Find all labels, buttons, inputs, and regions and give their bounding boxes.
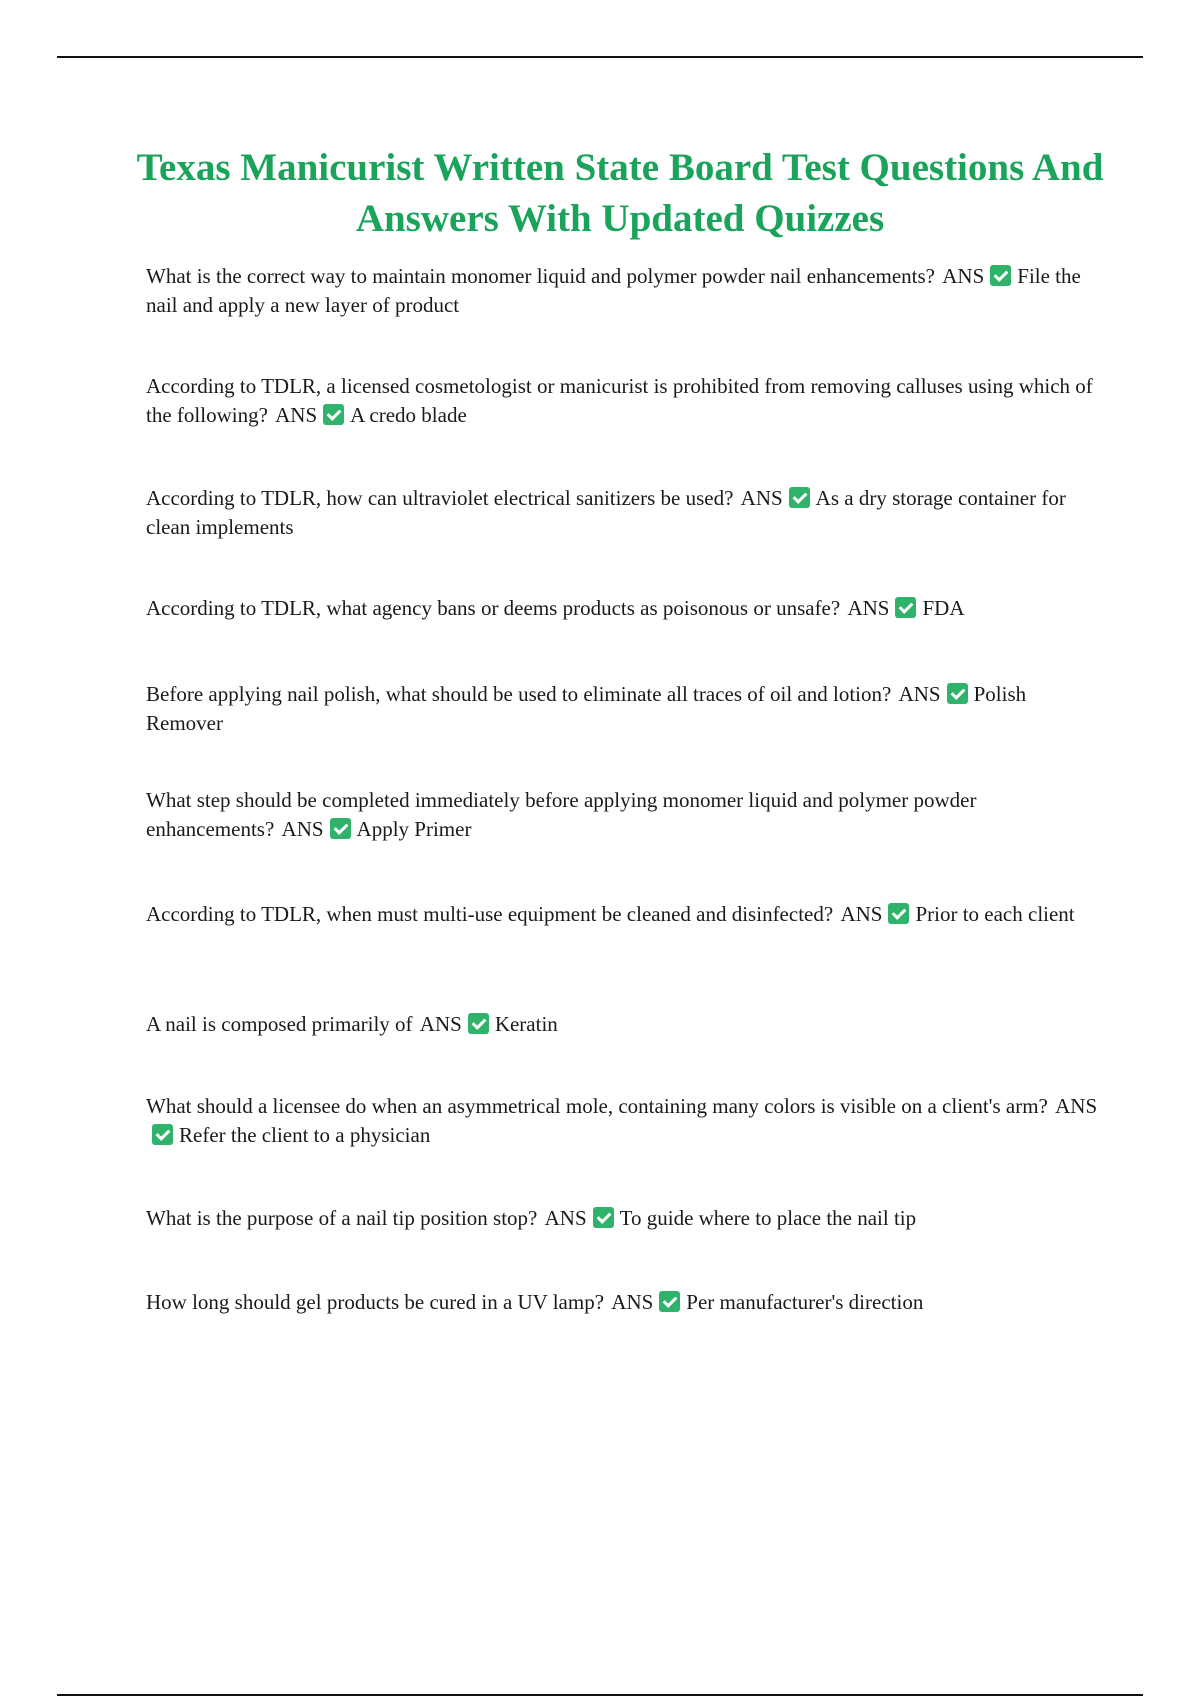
check-mark-icon	[888, 903, 909, 924]
question-text: What should a licensee do when an asymmetrical mole, containing many colors is visible on a client's arm?	[146, 1094, 1048, 1118]
question-text: What is the purpose of a nail tip position stop?	[146, 1206, 538, 1230]
qa-item	[146, 1288, 1101, 1317]
ans-label: ANS	[740, 486, 783, 510]
answer-text: Polish Remover	[146, 682, 1027, 735]
answer-text: Apply Primer	[356, 817, 472, 841]
check-mark-icon	[990, 265, 1011, 286]
check-mark-icon	[947, 683, 968, 704]
top-divider	[57, 56, 1143, 58]
answer-text: Refer the client to a physician	[179, 1123, 431, 1147]
question-text: What is the correct way to maintain monomer liquid and polymer powder nail enhancements?	[146, 264, 935, 288]
answer-text: File the nail and apply a new layer of product	[146, 264, 1081, 317]
ans-label: ANS	[544, 1206, 587, 1230]
answer-text: A credo blade	[350, 403, 467, 427]
qa-item	[146, 1010, 1101, 1039]
check-mark-icon	[152, 1124, 173, 1145]
question-text: How long should gel products be cured in a UV lamp?	[146, 1290, 605, 1314]
check-mark-icon	[659, 1291, 680, 1312]
qa-item	[146, 372, 1101, 430]
page-title: Texas Manicurist Written State Board Test Questions And Answers With Updated Quizzes	[136, 146, 1104, 240]
qa-item	[146, 262, 1101, 320]
question-text: According to TDLR, when must multi-use equipment be cleaned and disinfected?	[146, 902, 834, 926]
ans-label: ANS	[942, 264, 985, 288]
qa-item	[146, 680, 1101, 738]
answer-text: As a dry storage container for clean implements	[146, 486, 1066, 539]
ans-label: ANS	[898, 682, 941, 706]
check-mark-icon	[593, 1207, 614, 1228]
question-text: What step should be completed immediately before applying monomer liquid and polymer powder enhancements?	[146, 788, 977, 841]
check-mark-icon	[468, 1013, 489, 1034]
qa-item	[146, 1092, 1101, 1150]
check-mark-icon	[789, 487, 810, 508]
answer-text: Per manufacturer's direction	[686, 1290, 924, 1314]
answer-text: FDA	[922, 596, 965, 620]
question-text: A nail is composed primarily of	[146, 1012, 413, 1036]
qa-item	[146, 1204, 1101, 1233]
answer-text: Keratin	[494, 1012, 558, 1036]
ans-label: ANS	[275, 403, 318, 427]
question-text: According to TDLR, how can ultraviolet electrical sanitizers be used?	[146, 486, 734, 510]
ans-label: ANS	[1055, 1094, 1098, 1118]
answer-text: To guide where to place the nail tip	[619, 1206, 917, 1230]
qa-item	[146, 786, 1101, 844]
question-text: According to TDLR, a licensed cosmetologist or manicurist is prohibited from removing calluses using which of the following?	[146, 374, 1093, 427]
question-text: Before applying nail polish, what should be used to eliminate all traces of oil and lotion?	[146, 682, 892, 706]
ans-label: ANS	[281, 817, 324, 841]
ans-label: ANS	[611, 1290, 654, 1314]
ans-label: ANS	[419, 1012, 462, 1036]
check-mark-icon	[323, 404, 344, 425]
qa-item	[146, 484, 1101, 542]
check-mark-icon	[330, 818, 351, 839]
qa-item	[146, 594, 1101, 623]
bottom-divider	[57, 1694, 1143, 1696]
answer-text: Prior to each client	[915, 902, 1075, 926]
qa-item	[146, 900, 1101, 929]
ans-label: ANS	[840, 902, 883, 926]
question-text: According to TDLR, what agency bans or deems products as poisonous or unsafe?	[146, 596, 841, 620]
ans-label: ANS	[847, 596, 890, 620]
check-mark-icon	[895, 597, 916, 618]
